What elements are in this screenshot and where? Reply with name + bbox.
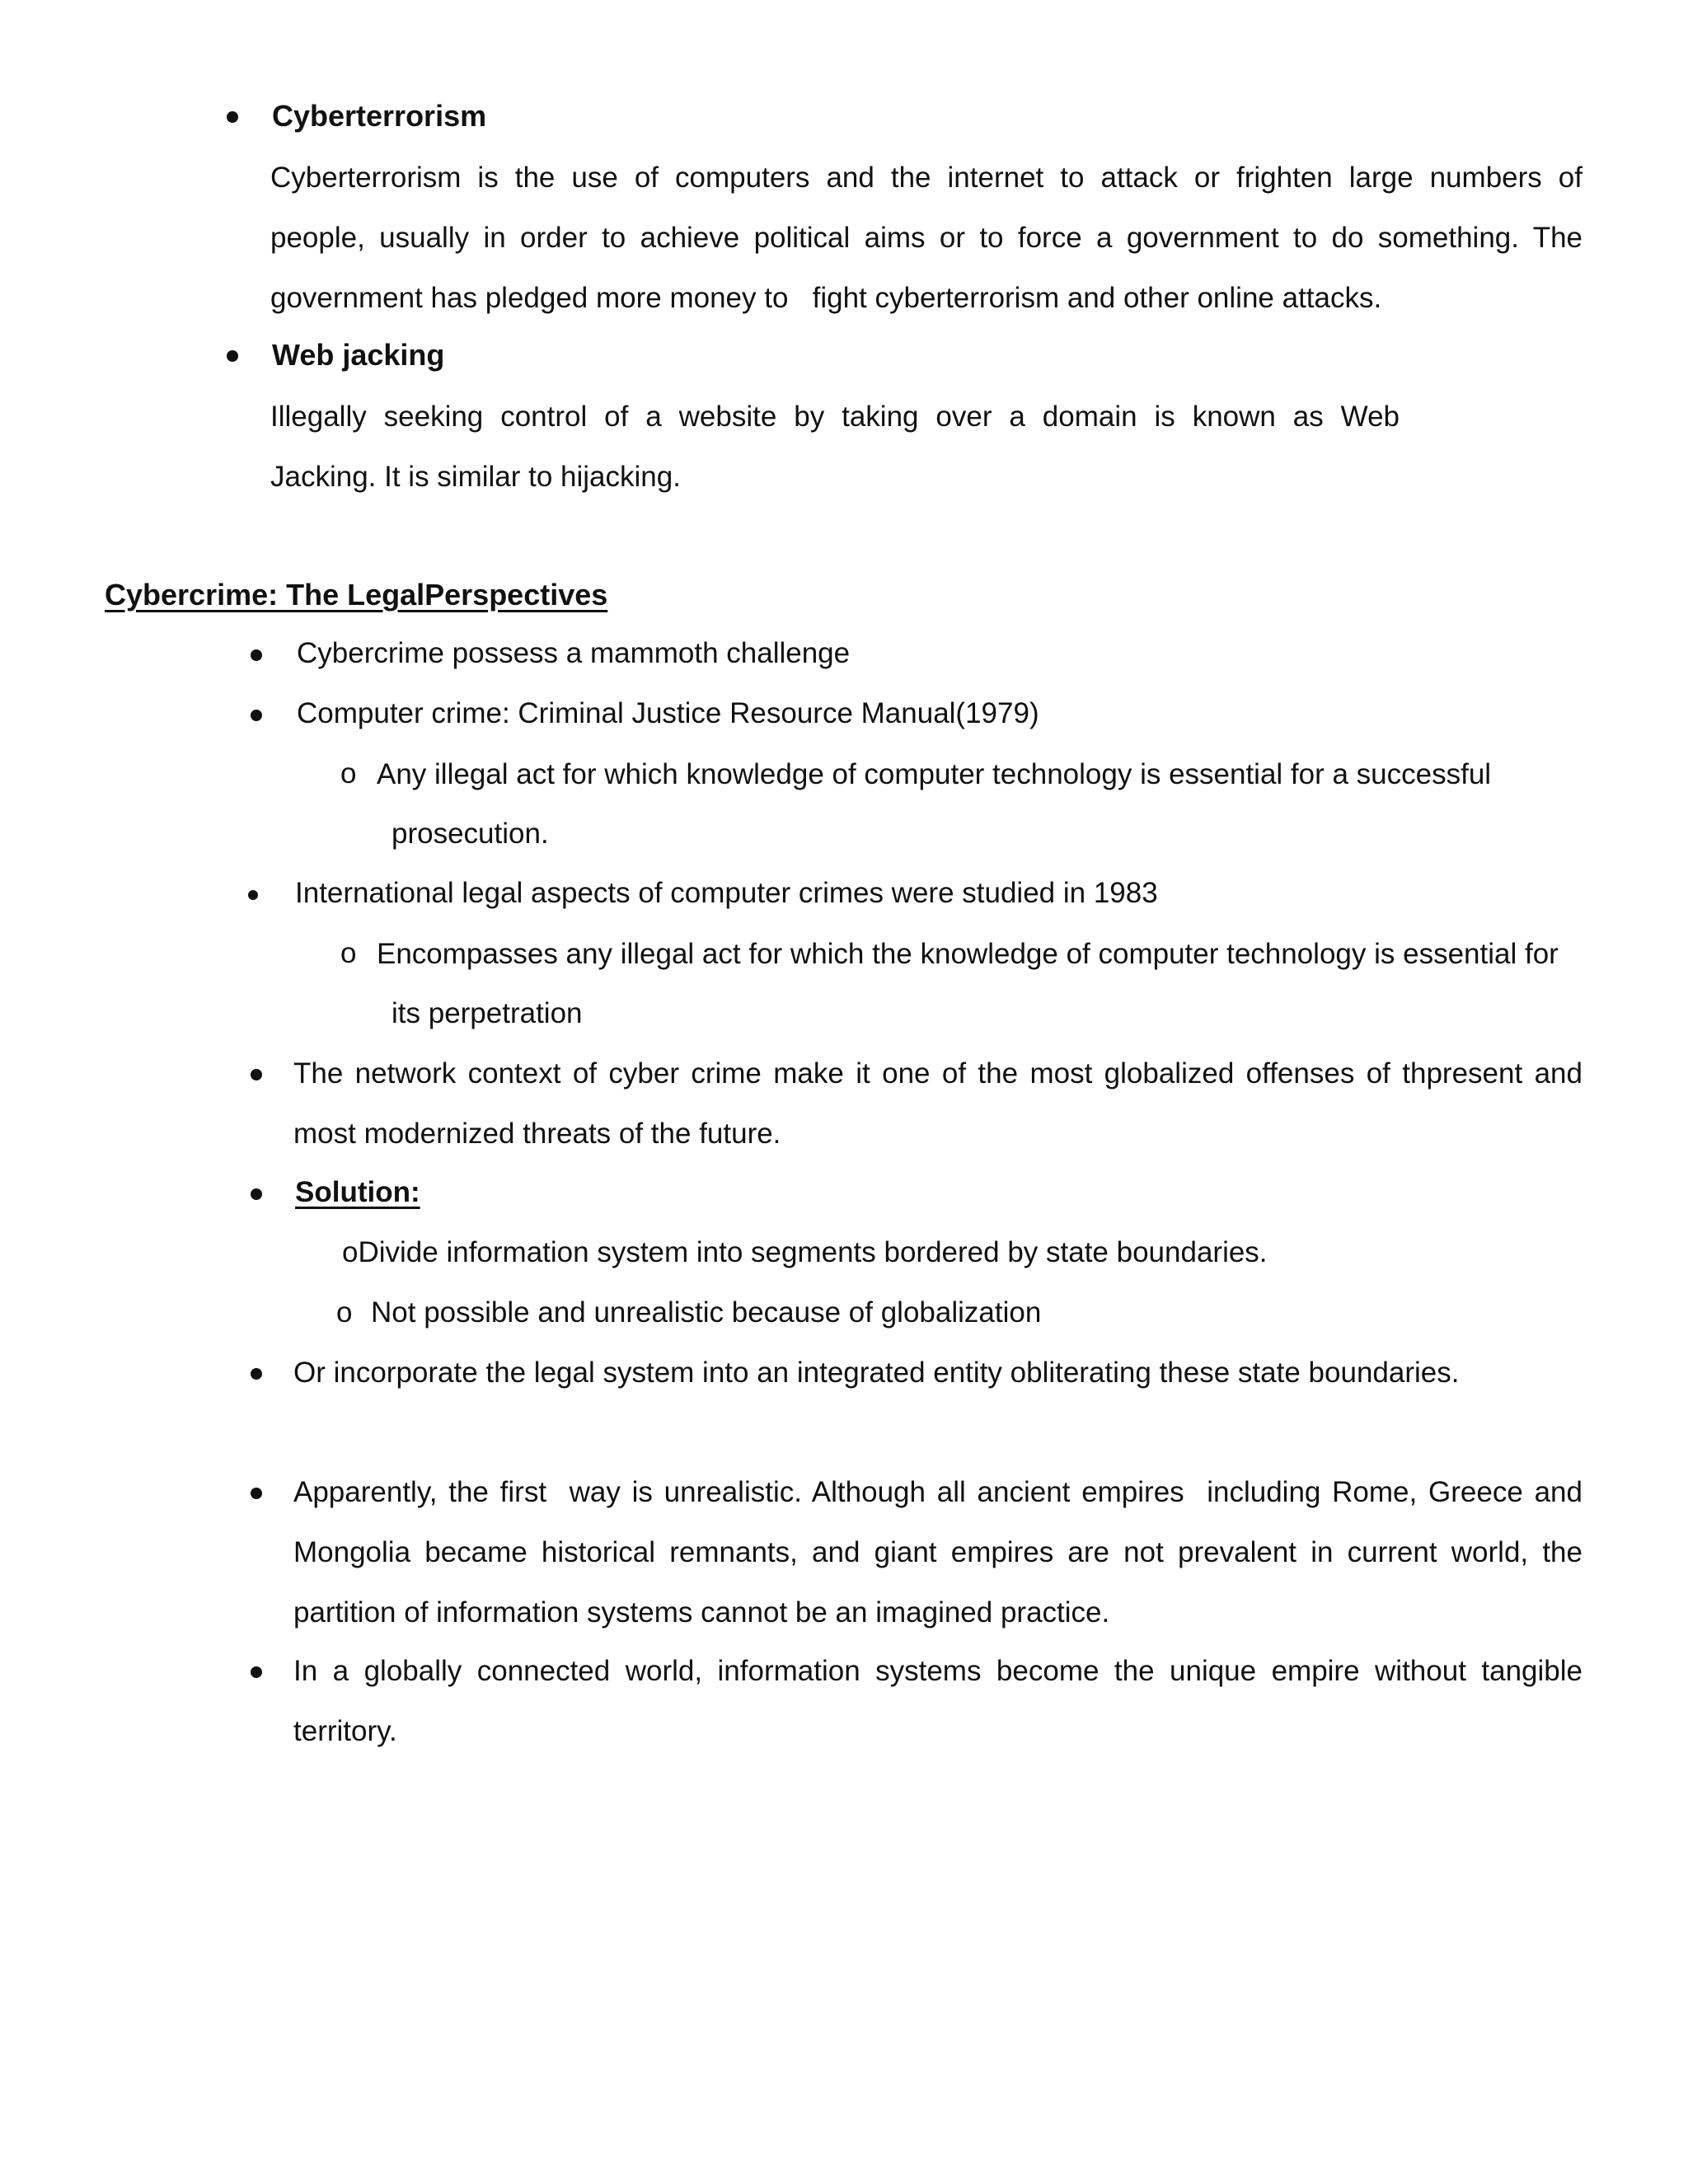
paragraph-line: Jacking. It is similar to hijacking. (270, 461, 681, 493)
paragraph-line: Or incorporate the legal system into an integrated entity obliterating these state (293, 1357, 1301, 1389)
paragraph-line: people, usually in order to achieve political aims or to force a government to do something. The (270, 222, 1582, 254)
sub-list-item-cont: prosecution. (392, 818, 549, 850)
sub-bullet-marker: o (336, 1296, 353, 1329)
sub-item-text: Divide information system into segments bordered by state boundaries. (358, 1236, 1268, 1268)
bullet-icon (251, 1069, 262, 1080)
paragraph-line: current world, the partition of information systems cannot be an imagined practice. (293, 1536, 1582, 1629)
paragraph-line: tangible territory. (293, 1655, 1582, 1747)
bullet-icon (248, 890, 258, 900)
paragraph-line: Greece and Mongolia became historical remnants, and giant empires are not prevalent in (293, 1476, 1582, 1568)
bullet-icon (251, 1188, 262, 1200)
bullet-icon (227, 350, 238, 362)
bullet-icon (251, 649, 262, 661)
sub-list-item-cont: its perpetration (392, 997, 583, 1029)
bullet-icon (227, 111, 238, 123)
bullet-icon (251, 1666, 262, 1678)
paragraph-line: In a globally connected world, information systems become the unique empire without (293, 1655, 1466, 1687)
paragraph-line: Encompasses any illegal act for which the knowledge of computer technology is essential for (377, 938, 1559, 970)
sub-bullet-marker: o (340, 937, 357, 969)
sub-bullet-marker: o (340, 757, 357, 790)
item-title-cyberterrorism: Cyberterrorism (272, 99, 487, 133)
list-item: Cybercrime possess a mammoth challenge (297, 637, 851, 669)
paragraph-line: Illegally seeking control of a website by taking over a domain is known as Web (270, 401, 1400, 433)
paragraph-line: Apparently, the first way is unrealistic. Although all ancient empires including Rome, (293, 1476, 1418, 1508)
cyberterrorism-paragraph (270, 148, 1582, 328)
paragraph-line: and most modernized threats of the future. (293, 1057, 1582, 1150)
paragraph-line: Any illegal act for which knowledge of computer technology is essential for a successful (377, 758, 1492, 790)
list-item (293, 1641, 1582, 1761)
list-item: International legal aspects of computer crimes were studied in 1983 (295, 877, 1158, 909)
sub-list-item: Not possible and unrealistic because of globalization (371, 1296, 1042, 1329)
bullet-icon (251, 710, 262, 721)
solution-label: Solution: (295, 1176, 420, 1208)
sub-list-item (377, 744, 1582, 804)
list-item (293, 1043, 1582, 1164)
item-title-web-jacking: Web jacking (272, 338, 445, 372)
list-item (293, 1462, 1582, 1643)
list-item: Computer crime: Criminal Justice Resource Manual(1979) (297, 697, 1039, 729)
sub-list-item (377, 924, 1582, 984)
paragraph-line: The network context of cyber crime make it one of the most globalized offenses of thpresent (293, 1057, 1523, 1090)
list-item (293, 1343, 1582, 1403)
sub-list-item (342, 1233, 1268, 1272)
paragraph-line: government has pledged more money to fight cyberterrorism and other online attacks. (270, 282, 1382, 314)
bullet-icon (251, 1488, 262, 1499)
sub-bullet-marker: o (342, 1236, 359, 1268)
paragraph-line: boundaries. (1308, 1357, 1460, 1389)
section-heading: Cybercrime: The LegalPerspectives (105, 578, 608, 612)
bullet-icon (251, 1368, 262, 1380)
paragraph-line: Cyberterrorism is the use of computers and the internet to attack or frighten large numbers of (270, 162, 1582, 194)
web-jacking-paragraph (270, 387, 1400, 507)
